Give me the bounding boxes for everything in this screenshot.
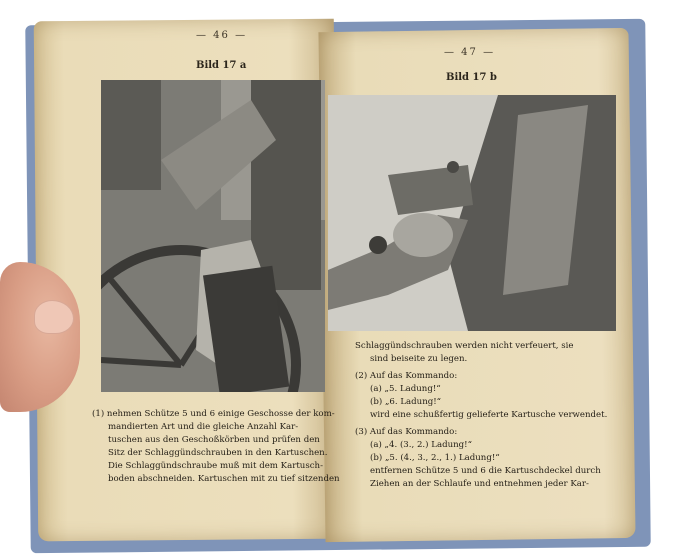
left-page-number: — 46 — [196,30,248,41]
right-text-line-11: Ziehen an der Schlaufe und entnehmen jeder Kar- [370,479,589,489]
right-photo-drawing [328,95,616,331]
right-text-line-4: (a) „5. Ladung!“ [370,384,441,394]
right-text-line-5: (b) „6. Ladung!“ [370,397,442,407]
right-text-line-9: (b) „5. (4., 3., 2., 1.) Ladung!“ [370,453,500,463]
left-text-line-2: mandierten Art und die gleiche Anzahl Kar- [108,422,299,432]
left-photo-drawing [101,80,325,392]
left-text-line-1: (1) nehmen Schütze 5 und 6 einige Geschosse der kom- [92,409,335,419]
left-text-line-4: Sitz der Schlaggündschrauben in den Kartuschen. [108,448,328,458]
left-text-line-3: tuschen aus den Geschoßkörben und prüfen den [108,435,320,445]
right-text-line-3: (2) Auf das Kommando: [355,371,458,381]
left-figure-caption: Bild 17 a [196,60,247,71]
thumbnail [34,300,74,334]
left-photograph [101,80,325,392]
right-text-line-10: entfernen Schütze 5 und 6 die Kartuschdeckel durch [370,466,601,476]
left-text-line-5: Die Schlaggündschraube muß mit dem Kartusch- [108,461,323,471]
right-text-line-7: (3) Auf das Kommando: [355,427,458,437]
right-text-line-6: wird eine schußfertig gelieferte Kartusche verwendet. [370,410,608,420]
right-page-number: — 47 — [444,47,496,58]
right-text-line-1: Schlaggündschrauben werden nicht verfeuert, sie [355,341,574,351]
right-text-line-8: (a) „4. (3., 2.) Ladung!“ [370,440,472,450]
right-figure-caption: Bild 17 b [446,72,497,83]
left-text-line-6: boden abschneiden. Kartuschen mit zu tief sitzenden [108,474,340,484]
right-text-line-2: sind beiseite zu legen. [370,354,468,364]
right-photograph [328,95,616,331]
